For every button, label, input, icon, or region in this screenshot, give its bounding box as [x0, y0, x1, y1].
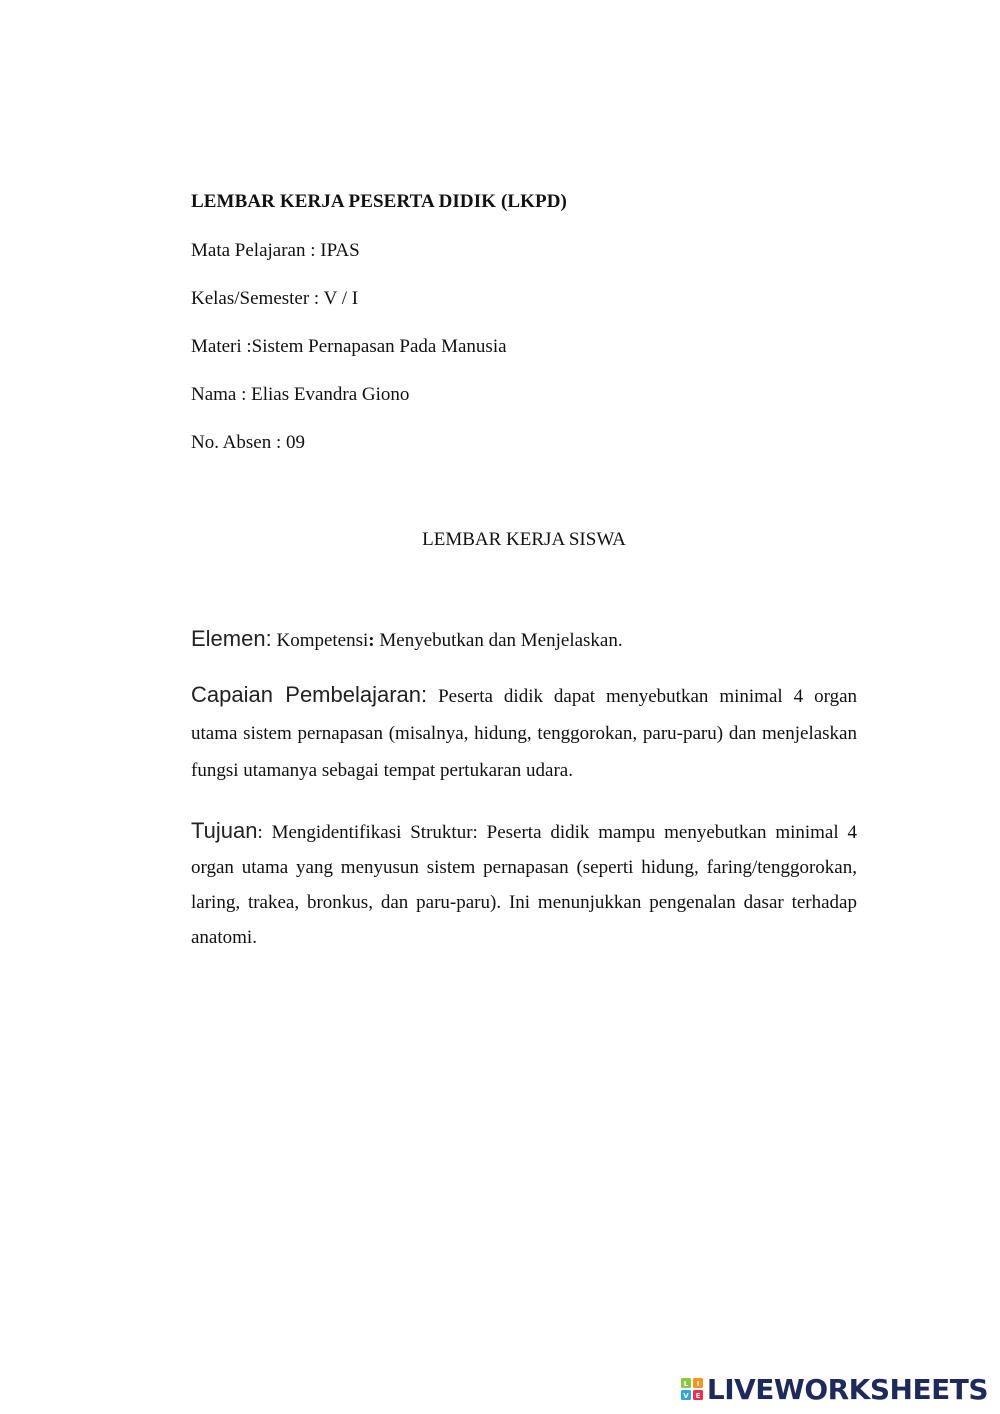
liveworksheets-wordmark: LIVEWORKSHEETS: [706, 1372, 988, 1406]
worksheet-heading: LEMBAR KERJA SISWA: [422, 529, 626, 550]
capaian-section: [191, 676, 857, 789]
elemen-sub: Kompetensi: [276, 630, 369, 651]
capaian-label: Capaian Pembelajaran:: [191, 682, 428, 707]
info-subject: Mata Pelajaran : IPAS: [191, 240, 360, 261]
svg-text:E: E: [695, 1392, 701, 1400]
liveworksheets-logo-icon: [680, 1377, 704, 1401]
tujuan-text: : Mengidentifikasi Struktur: Peserta didik mampu menyebutkan minimal 4 organ utama yang menyusun sistem pernapasan (seperti hidung, faring/tenggorokan, laring, trakea, bronkus, dan paru-paru). Ini menunjukkan pengenalan dasar terhadap anatomi.: [191, 822, 857, 948]
elemen-label: Elemen:: [191, 626, 272, 651]
capaian-text: Peserta didik dapat menyebutkan minimal 4 organ utama sistem pernapasan (misalnya, hidung, tenggorokan, paru-paru) dan menjelaskan fungsi utamanya sebagai tempat pertukaran udara.: [191, 686, 857, 781]
elemen-text: Menyebutkan dan Menjelaskan.: [374, 630, 623, 651]
svg-text:I: I: [696, 1380, 700, 1388]
liveworksheets-watermark: [680, 1372, 988, 1406]
tujuan-section: [191, 813, 857, 955]
tujuan-label: Tujuan: [191, 818, 258, 843]
svg-text:V: V: [683, 1392, 689, 1400]
info-material: Materi :Sistem Pernapasan Pada Manusia: [191, 336, 507, 357]
svg-text:L: L: [683, 1380, 689, 1388]
document-title: LEMBAR KERJA PESERTA DIDIK (LKPD): [191, 191, 567, 212]
info-attendance-number: No. Absen : 09: [191, 432, 305, 453]
info-class-semester: Kelas/Semester : V / I: [191, 288, 359, 309]
info-student-name: Nama : Elias Evandra Giono: [191, 384, 410, 405]
elemen-colon: :: [368, 630, 375, 651]
elemen-section: [191, 624, 857, 656]
